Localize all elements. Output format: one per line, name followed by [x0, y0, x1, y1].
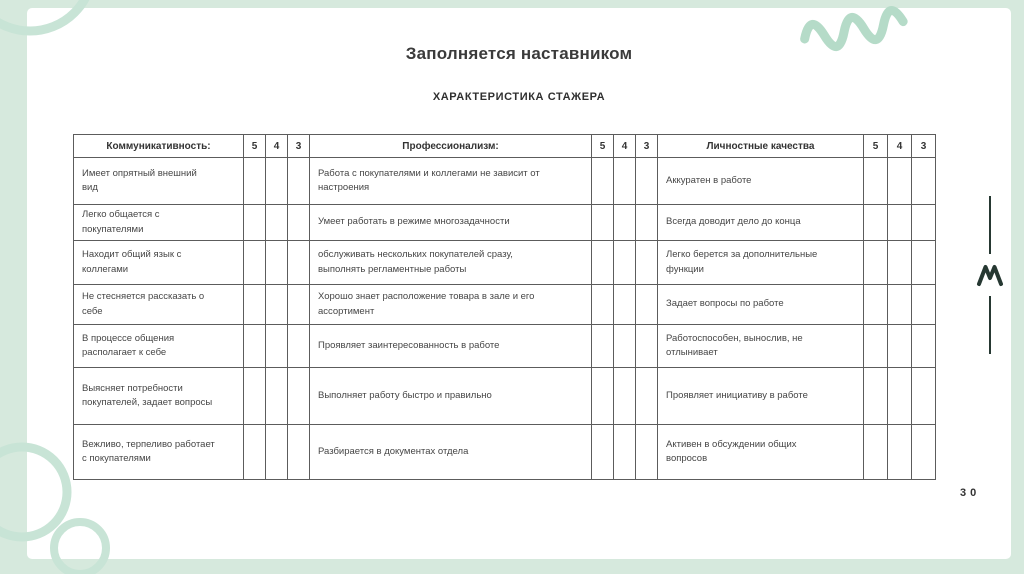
score-cell [244, 158, 266, 205]
group3-header: Личностные качества [658, 135, 864, 158]
score-cell [244, 205, 266, 241]
criteria-cell: обслуживать нескольких покупателей сразу, выполнять регламентные работы [310, 241, 592, 285]
score-cell [864, 285, 888, 325]
score-cell [592, 285, 614, 325]
score-cell [864, 158, 888, 205]
score-cell [864, 368, 888, 425]
score-cell [288, 205, 310, 241]
score-cell [888, 425, 912, 480]
score-cell [266, 158, 288, 205]
table-header-row [74, 135, 936, 158]
criteria-cell: Вежливо, терпеливо работает с покупателями [74, 425, 244, 480]
criteria-cell: Хорошо знает расположение товара в зале и его ассортимент [310, 285, 592, 325]
score-cell [244, 325, 266, 368]
table-row [74, 241, 936, 285]
score-cell [592, 241, 614, 285]
criteria-cell: Умеет работать в режиме многозадачности [310, 205, 592, 241]
score-cell [912, 425, 936, 480]
group1-header: Коммуникативность: [74, 135, 244, 158]
criteria-cell: Выясняет потребности покупателей, задает вопросы [74, 368, 244, 425]
score-cell [266, 368, 288, 425]
content-panel [27, 8, 1011, 559]
score-header: 3 [636, 135, 658, 158]
score-header: 4 [266, 135, 288, 158]
table-row [74, 205, 936, 241]
criteria-cell: Имеет опрятный внешний вид [74, 158, 244, 205]
criteria-cell: Проявляет заинтересованность в работе [310, 325, 592, 368]
score-cell [592, 158, 614, 205]
score-cell [888, 368, 912, 425]
score-cell [266, 241, 288, 285]
score-cell [288, 325, 310, 368]
score-cell [288, 425, 310, 480]
score-cell [888, 241, 912, 285]
score-header: 5 [244, 135, 266, 158]
score-cell [288, 285, 310, 325]
score-cell [636, 285, 658, 325]
table-row [74, 158, 936, 205]
score-cell [636, 241, 658, 285]
evaluation-table [73, 134, 936, 480]
score-cell [864, 205, 888, 241]
score-cell [266, 205, 288, 241]
page-number: 30 [960, 487, 981, 499]
table-row [74, 285, 936, 325]
score-cell [864, 425, 888, 480]
criteria-cell: Выполняет работу быстро и правильно [310, 368, 592, 425]
score-cell [912, 241, 936, 285]
score-cell [912, 368, 936, 425]
score-cell [288, 158, 310, 205]
criteria-cell: Находит общий язык с коллегами [74, 241, 244, 285]
criteria-cell: Проявляет инициативу в работе [658, 368, 864, 425]
right-decoration [976, 196, 1004, 354]
score-header: 4 [614, 135, 636, 158]
criteria-cell: Аккуратен в работе [658, 158, 864, 205]
vertical-line-top [989, 196, 991, 254]
page-title: Заполняется наставником [405, 44, 633, 63]
score-cell [636, 158, 658, 205]
score-cell [912, 205, 936, 241]
vertical-line-bottom [989, 296, 991, 354]
score-cell [912, 158, 936, 205]
criteria-cell: Легко общается с покупателями [74, 205, 244, 241]
score-header: 4 [888, 135, 912, 158]
score-cell [266, 285, 288, 325]
table-row [74, 425, 936, 480]
score-cell [636, 325, 658, 368]
score-cell [912, 325, 936, 368]
page-subtitle: ХАРАКТЕРИСТИКА СТАЖЕРА [432, 91, 606, 103]
criteria-cell: Разбирается в документах отдела [310, 425, 592, 480]
score-cell [614, 241, 636, 285]
score-cell [592, 368, 614, 425]
score-cell [636, 425, 658, 480]
score-cell [864, 325, 888, 368]
score-cell [288, 368, 310, 425]
score-cell [266, 425, 288, 480]
score-header: 3 [288, 135, 310, 158]
criteria-cell: Всегда доводит дело до конца [658, 205, 864, 241]
score-cell [888, 205, 912, 241]
score-header: 5 [864, 135, 888, 158]
score-cell [592, 325, 614, 368]
score-cell [864, 241, 888, 285]
criteria-cell: Активен в обсуждении общих вопросов [658, 425, 864, 480]
zigzag-logo-icon [976, 263, 1004, 287]
score-cell [244, 241, 266, 285]
criteria-cell: Не стесняется рассказать о себе [74, 285, 244, 325]
score-cell [592, 425, 614, 480]
score-cell [614, 285, 636, 325]
score-cell [592, 205, 614, 241]
criteria-cell: В процессе общения располагает к себе [74, 325, 244, 368]
score-cell [888, 325, 912, 368]
score-cell [244, 285, 266, 325]
criteria-cell: Работоспособен, вынослив, не отлынивает [658, 325, 864, 368]
score-cell [244, 368, 266, 425]
table-row [74, 368, 936, 425]
score-cell [636, 368, 658, 425]
score-cell [266, 325, 288, 368]
score-cell [636, 205, 658, 241]
score-cell [888, 158, 912, 205]
criteria-cell: Легко берется за дополнительные функции [658, 241, 864, 285]
table-row [74, 325, 936, 368]
score-cell [888, 285, 912, 325]
score-cell [288, 241, 310, 285]
score-cell [912, 285, 936, 325]
score-cell [614, 425, 636, 480]
score-header: 3 [912, 135, 936, 158]
criteria-cell: Задает вопросы по работе [658, 285, 864, 325]
criteria-cell: Работа с покупателями и коллегами не зависит от настроения [310, 158, 592, 205]
group2-header: Профессионализм: [310, 135, 592, 158]
score-cell [614, 368, 636, 425]
score-cell [614, 325, 636, 368]
score-cell [614, 205, 636, 241]
score-cell [614, 158, 636, 205]
score-cell [244, 425, 266, 480]
score-header: 5 [592, 135, 614, 158]
